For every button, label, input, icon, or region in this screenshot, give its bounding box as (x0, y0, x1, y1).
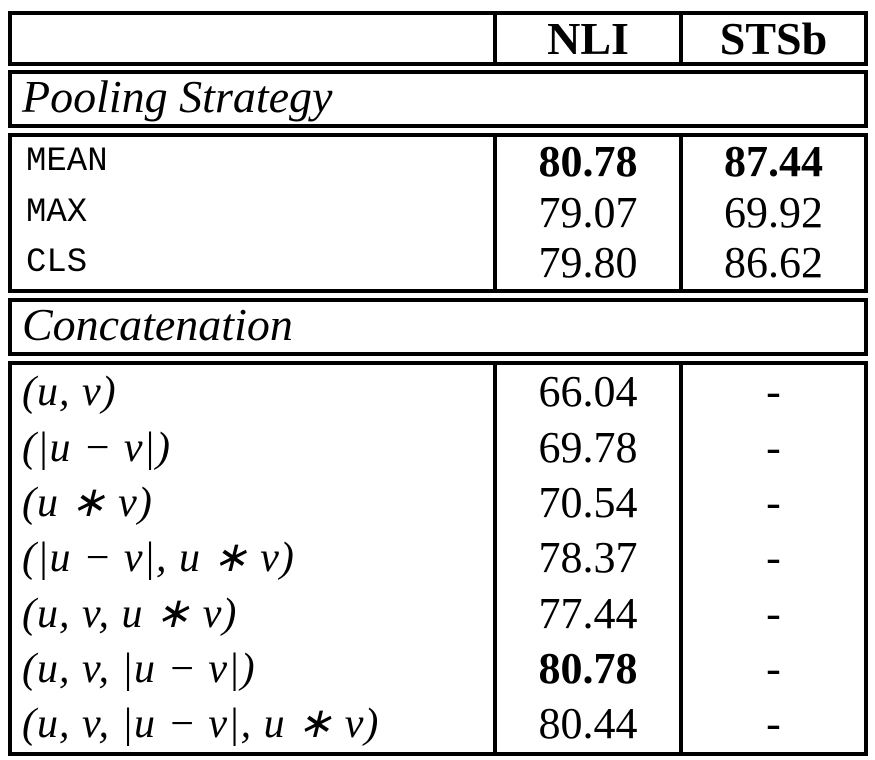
table-row (12, 697, 864, 752)
row-label: (u, v, |u − v|, u ∗ v) (22, 701, 380, 748)
header-label-stsb: STSb (719, 15, 828, 62)
concatenation-rows-section (8, 361, 868, 756)
table-row (12, 641, 864, 696)
header-cell-empty (12, 15, 497, 62)
nli-value: 66.04 (538, 367, 638, 417)
nli-value: 80.44 (538, 699, 638, 749)
nli-value: 79.80 (538, 238, 638, 288)
pooling-section-title: Pooling Strategy (22, 71, 333, 122)
row-label: (|u − v|, u ∗ v) (22, 535, 295, 582)
row-label: MEAN (26, 143, 108, 182)
nli-value: 70.54 (538, 478, 638, 528)
nli-value: 78.37 (538, 533, 638, 583)
row-label: (u, v, |u − v|) (22, 645, 256, 692)
stsb-value: 87.44 (724, 137, 823, 187)
nli-value: 79.07 (538, 187, 638, 237)
header-cell-stsb (683, 15, 864, 62)
table-row (12, 188, 864, 239)
nli-value: 80.78 (538, 137, 638, 187)
table-row (12, 475, 864, 530)
stsb-value: 86.62 (724, 238, 823, 288)
stsb-value: - (766, 422, 781, 472)
table-row (12, 238, 864, 289)
header-row (12, 15, 864, 62)
stsb-value: - (766, 533, 781, 583)
row-label: (u, v, u ∗ v) (22, 590, 238, 637)
pooling-title-section (8, 70, 868, 128)
header-label-nli: NLI (547, 15, 629, 62)
row-label: (|u − v|) (22, 424, 172, 471)
table-row (12, 420, 864, 475)
results-table (8, 11, 868, 756)
concatenation-section-title: Concatenation (22, 298, 293, 350)
table-row (12, 586, 864, 641)
row-label: MAX (26, 193, 88, 232)
stsb-value: - (766, 588, 781, 638)
stsb-value: - (766, 478, 781, 528)
table-row (12, 365, 864, 420)
table-row (12, 137, 864, 188)
row-label: (u, v) (22, 369, 117, 416)
stsb-value: 69.92 (724, 187, 823, 237)
concatenation-title-section (8, 298, 868, 356)
nli-value: 69.78 (538, 422, 638, 472)
pooling-rows-section (8, 133, 868, 293)
stsb-value: - (766, 643, 781, 693)
nli-value: 80.78 (538, 643, 638, 693)
table-row (12, 531, 864, 586)
table-header-section (8, 11, 868, 66)
nli-value: 77.44 (538, 588, 638, 638)
header-cell-nli (497, 15, 683, 62)
row-label: CLS (26, 244, 88, 283)
stsb-value: - (766, 367, 781, 417)
stsb-value: - (766, 699, 781, 749)
row-label: (u ∗ v) (22, 480, 153, 527)
